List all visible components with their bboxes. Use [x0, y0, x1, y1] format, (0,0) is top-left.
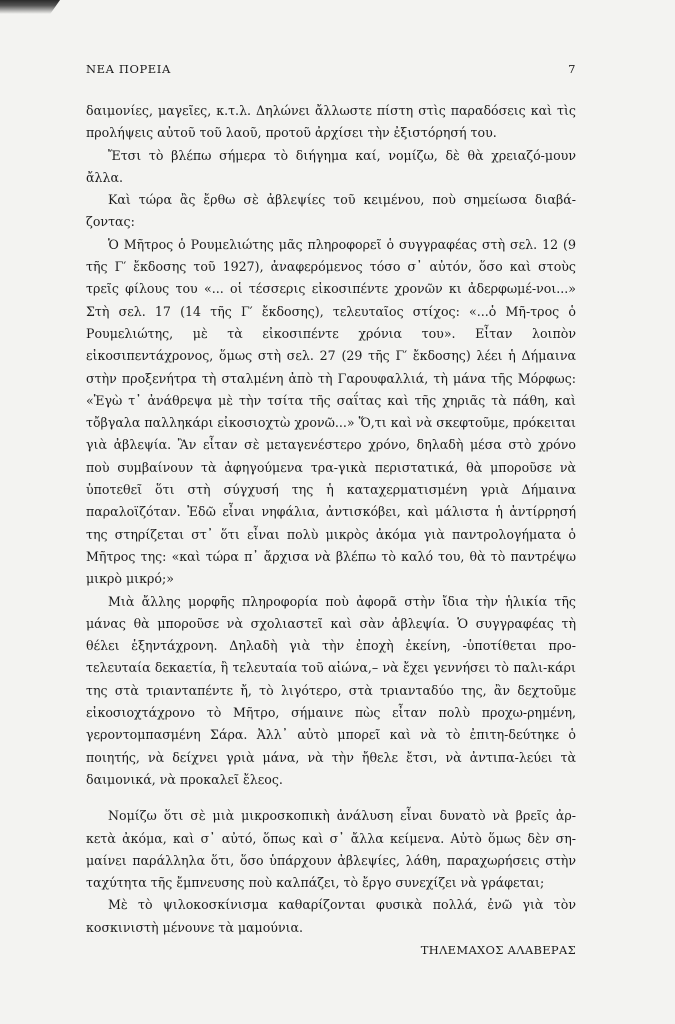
paragraph: δαιμονίες, μαγεῖες, κ.τ.λ. Δηλώνει ἄλλωστε πίστη στὶς παραδόσεις καὶ τὶς προλήψεις αὐτοῦ τοῦ λαοῦ, προτοῦ ἀρχίσει τὴν ἐξιστόρησή του.	[86, 103, 576, 141]
document-page	[86, 0, 576, 1024]
paragraph: Μὲ τὸ ψιλοκοσκίνισμα καθαρίζονται φυσικὰ πολλά, ἐνῶ γιὰ τὸν κοσκινιστὴ μένουνε τὰ μαμούνια.	[86, 897, 576, 935]
scan-corner-shadow	[0, 0, 60, 14]
paragraph: Ὁ Μῆτρος ὁ Ρουμελιώτης μᾶς πληροφορεῖ ὁ συγγραφέας στὴ σελ. 12 (9 τῆς Γ′ ἔκδοσης τοῦ 1927), ἀναφερόμενος τόσο σ᾽ αὐτόν, ὅσο καὶ στοὺς τρεῖς φίλους του «... οἱ τέσσερις εἰκοσιπέντε χρονῶν κι ἀδερφωμέ-νοι...» Στὴ σελ. 17 (14 τῆς Γ′ ἔκδοσης), τελευταῖος στίχος: «...ὁ Μῆ-τρος ὁ Ρουμελιώτης, μὲ τὰ εἰκοσιπέντε χρόνια του». Εἶταν λοιπὸν εἰκοσιπεντάχρονος, ὅμως στὴ σελ. 27 (29 τῆς Γ′ ἔκδοσης) λέει ἡ Δήμαινα στὴν προξενήτρα τὴ σταλμένη ἀπὸ τὴ Γαρουφαλλιά, τὴ μάνα τῆς Μόρφως: «Ἐγὼ τ᾽ ἀνάθρεψα μὲ τὴν τσίτα τῆς σαΐτας καὶ τῆς χηριᾶς τὰ πάθη, καὶ τὄβγαλα παλληκάρι εἰκοσιοχτὼ χρονῶ...» Ὅ,τι καὶ νὰ σκεφτοῦμε, πρόκειται γιὰ ἀβλεψία. Ἂν εἶταν σὲ μεταγενέστερο χρόνο, δηλαδὴ μέσα στὸ χρόνο ποὺ συμβαίνουν τὰ ἀφηγούμενα τρα-γικὰ περιστατικά, θὰ μποροῦσε νὰ ὑποτεθεῖ ὅτι στὴ σύγχυσή της ἡ καταχερματισμένη γριὰ Δήμαινα παραλοϊζόταν. Ἐδῶ εἶναι νηφάλια, ἀντισκόβει, καὶ μάλιστα ἡ ἀντίρρησή της στηρίζεται στ᾽ ὅτι εἶναι πολὺ μικρὸς ἀκόμα γιὰ παντρολογήματα ὁ Μῆτρος της: «καὶ τώρα π᾽ ἄρχισα νὰ βλέπω τὸ καλό του, θὰ τὸ παντρέψω μικρὸ μικρό;»	[86, 236, 576, 587]
paragraph: Ἔτσι τὸ βλέπω σήμερα τὸ διήγημα καί, νομίζω, δὲ θὰ χρειαζό-μουν ἄλλα.	[86, 147, 576, 185]
paragraph: Νομίζω ὅτι σὲ μιὰ μικροσκοπικὴ ἀνάλυση εἶναι δυνατὸ νὰ βρεῖς ἀρ-κετὰ ἀκόμα, καὶ σ᾽ αὐτό, ὅπως καὶ σ᾽ ἄλλα κείμενα. Αὐτὸ ὅμως δὲν ση-μαίνει παράλληλα ὅτι, ὅσο ὑπάρχουν ἀβλεψίες, λάθη, παραχωρήσεις στὴν ταχύτητα τῆς ἔμπνευσης ποὺ καλπάζει, τὸ ἔργο συνεχίζει νὰ γράφεται;	[86, 808, 576, 891]
author-signature: ΤΗΛΕΜΑΧΟΣ ΑΛΑΒΕΡΑΣ	[420, 942, 576, 957]
journal-title: ΝΕΑ ΠΟΡΕΙΑ	[86, 62, 171, 76]
page-number: 7	[568, 62, 576, 76]
running-header	[86, 62, 576, 80]
article-body	[86, 100, 576, 961]
paragraph: Καὶ τώρα ἂς ἔρθω σὲ ἀβλεψίες τοῦ κειμένου, ποὺ σημείωσα διαβά-ζοντας:	[86, 192, 576, 230]
paragraph: Μιὰ ἄλλης μορφῆς πληροφορία ποὺ ἀφορᾶ στὴν ἴδια τὴν ἡλικία τῆς μάνας θὰ μποροῦσε νὰ σχολιαστεῖ καὶ σὰν ἀβλεψία. Ὁ συγγραφέας τὴ θέλει ἑξηντάχρονη. Δηλαδὴ γιὰ τὴν ἐποχὴ ἐκείνη, -ὑποτίθεται προ-τελευταία δεκαετία, ἢ τελευταία τοῦ αἰώνα,– νὰ ἔχει γεννήσει τὸ παλι-κάρι της στὰ τριανταπέντε ἤ, τὸ λιγότερο, στὰ τριανταδύο της, ἂν δεχτοῦμε εἰκοσιοχτάχρονο τὸ Μῆτρο, σήμαινε πὼς εἶταν πολὺ προχω-ρημένη, γεροντομπασμένη Σάρα. Ἀλλ᾽ αὐτὸ μπορεῖ καὶ νὰ τὸ ἐπιτη-δεύτηκε ὁ ποιητής, νὰ δείχνει γριὰ μάνα, νὰ τὴν ἤθελε ἔτσι, νὰ ἀντιπα-λεύει τὰ δαιμονικά, νὰ προκαλεῖ ἔλεος.	[86, 593, 576, 787]
